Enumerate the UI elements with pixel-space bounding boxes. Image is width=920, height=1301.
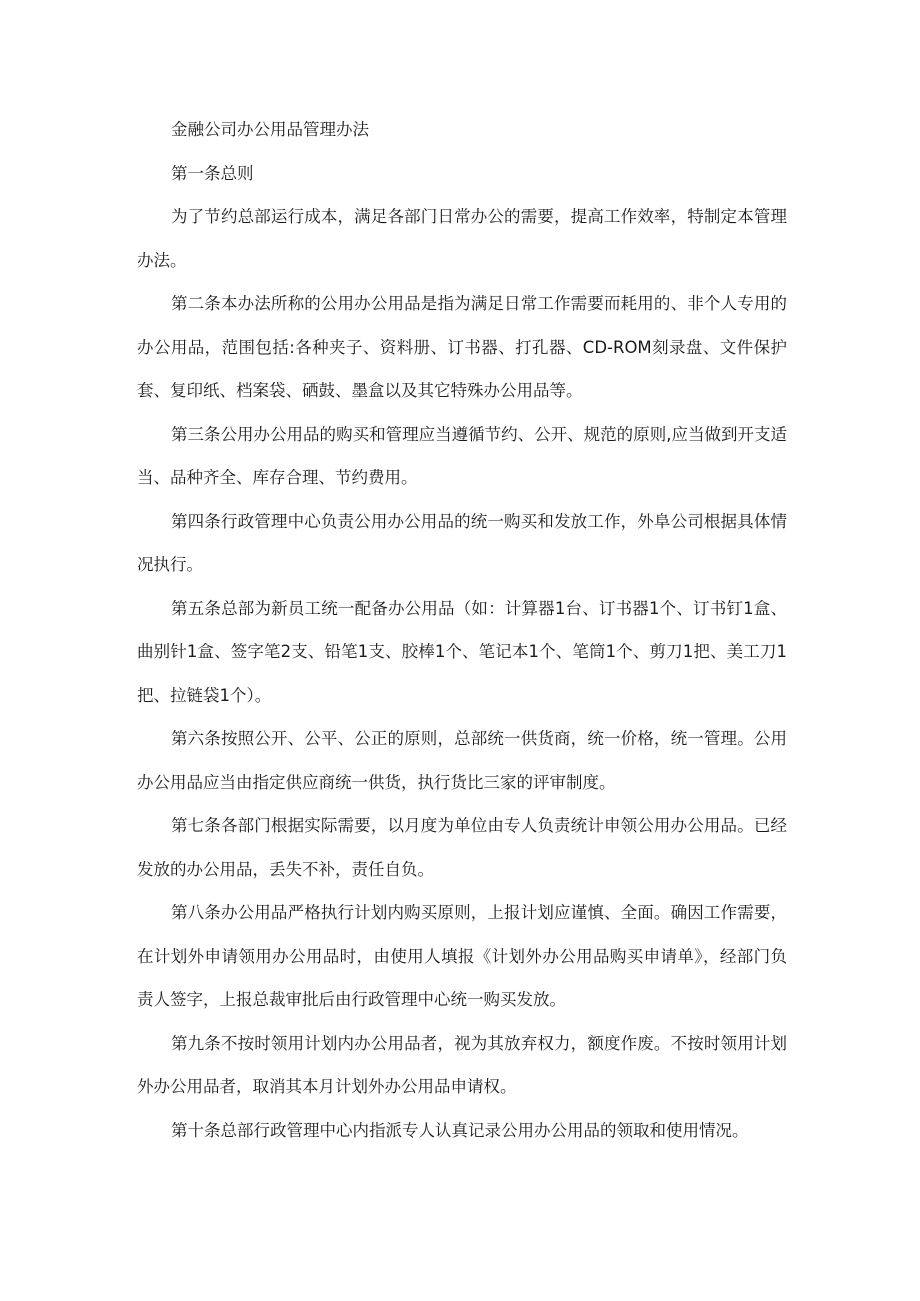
article-10: 第十条总部行政管理中心内指派专人认真记录公用办公用品的领取和使用情况。: [171, 1120, 749, 1140]
article-9: 第九条不按时领用计划内办公用品者，视为其放弃权力，额度作废。不按时领用计划外办公用品者，取消其本月计划外办公用品申请权。: [137, 1033, 787, 1096]
article-3: 第三条公用办公用品的购买和管理应当遵循节约、公开、规范的原则,应当做到开支适当、品种齐全、库存合理、节约费用。: [137, 424, 787, 487]
paragraph-purpose: 为了节约总部运行成本，满足各部门日常办公的需要，提高工作效率，特制定本管理办法。: [137, 207, 787, 270]
article-6: 第六条按照公开、公平、公正的原则，总部统一供货商，统一价格，统一管理。公用办公用品应当由指定供应商统一供货，执行货比三家的评审制度。: [137, 729, 787, 792]
document-title: 金融公司办公用品管理办法: [171, 120, 369, 139]
article-heading-general: 第一条总则: [171, 163, 254, 183]
article-5: 第五条总部为新员工统一配备办公用品（如：计算器1台、订书器1个、订书钉1盒、曲别针1盒、签字笔2支、铅笔1支、胶棒1个、笔记本1个、笔筒1个、剪刀1把、美工刀1把、拉链袋1个）。: [137, 598, 787, 705]
document-body: [137, 108, 787, 1152]
article-2: 第二条本办法所称的公用办公用品是指为满足日常工作需要而耗用的、非个人专用的办公用品，范围包括:各种夹子、资料册、订书器、打孔器、CD-ROM刻录盘、文件保护套、复印纸、档案袋、硒鼓、墨盒以及其它特殊办公用品等。: [137, 294, 787, 400]
article-4: 第四条行政管理中心负责公用办公用品的统一购买和发放工作，外阜公司根据具体情况执行。: [137, 511, 787, 574]
article-8: 第八条办公用品严格执行计划内购买原则，上报计划应谨慎、全面。确因工作需要，在计划外申请领用办公用品时，由使用人填报《计划外办公用品购买申请单》，经部门负责人签字，上报总裁审批后由行政管理中心统一购买发放。: [137, 903, 787, 1009]
article-7: 第七条各部门根据实际需要，以月度为单位由专人负责统计申领公用办公用品。已经发放的办公用品，丢失不补，责任自负。: [137, 816, 787, 879]
